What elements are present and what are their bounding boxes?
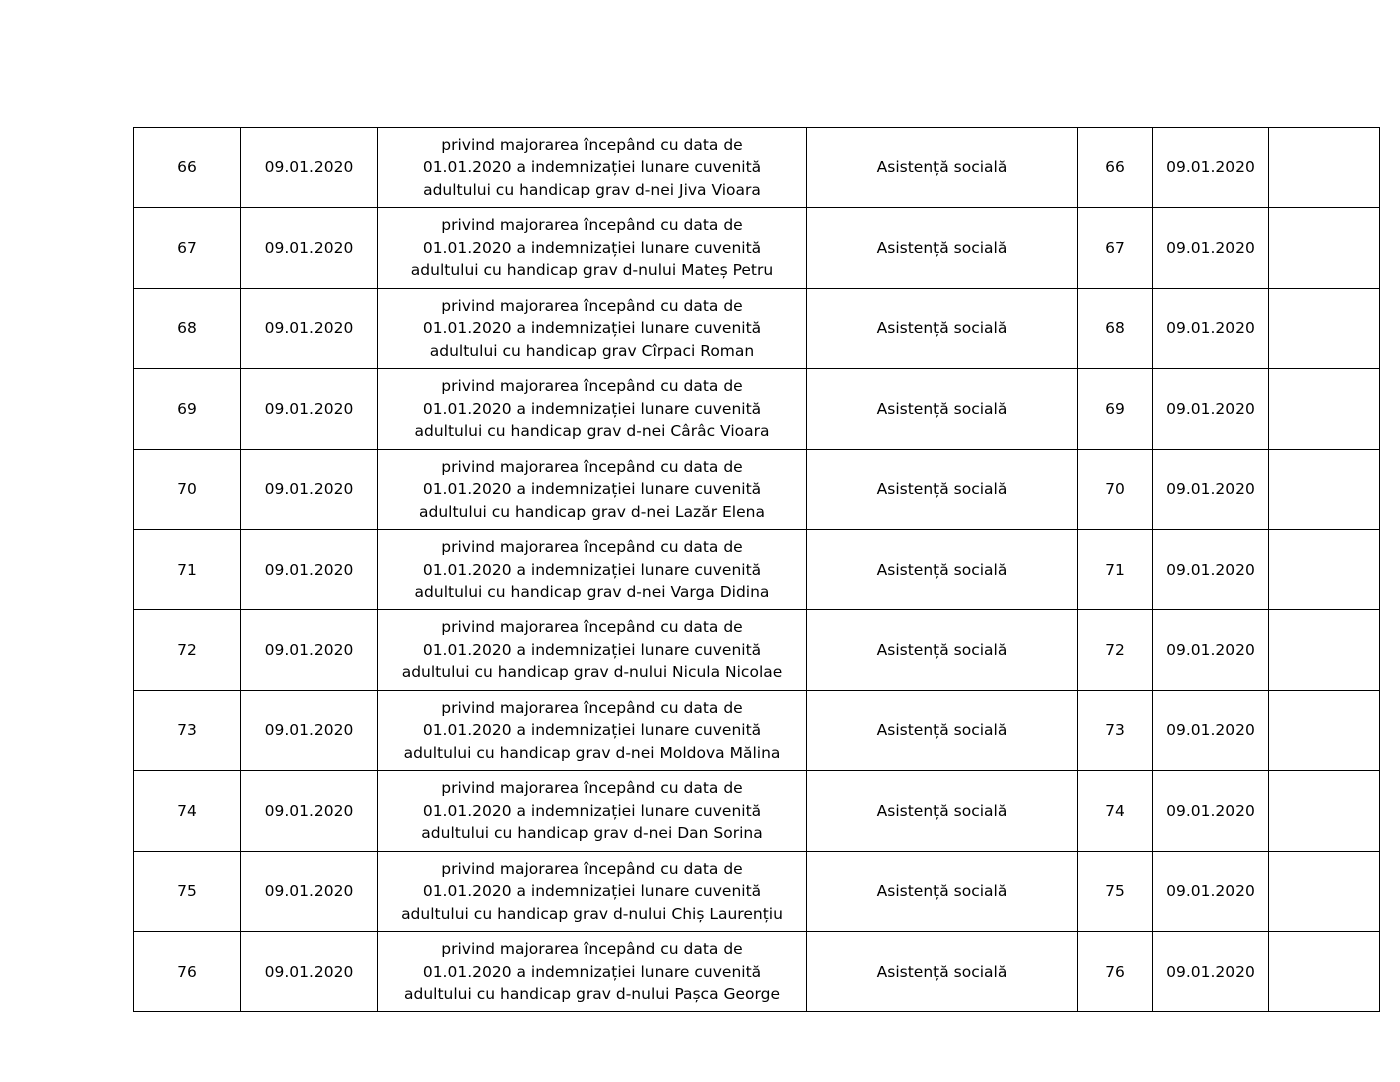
cell-subject [378,851,807,931]
cell-date: 09.01.2020 [241,288,378,368]
cell-number: 66 [134,128,241,208]
cell-date-secondary: 09.01.2020 [1153,449,1269,529]
subject-line: 01.01.2020 a indemnizației lunare cuvenită [422,882,762,901]
subject-line: adultului cu handicap grav d-nei Lazăr Elena [419,502,765,521]
cell-date: 09.01.2020 [241,771,378,851]
subject-line: privind majorarea începând cu data de [441,296,743,315]
cell-subject [378,932,807,1012]
subject-line: privind majorarea începând cu data de [441,377,743,396]
table-row [134,530,1380,610]
subject-line: adultului cu handicap grav d-nului Mateș Petru [410,261,774,280]
cell-number: 73 [134,690,241,770]
table-row [134,288,1380,368]
cell-extra [1269,690,1380,770]
subject-line: adultului cu handicap grav d-nului Chiș Laurențiu [401,904,783,923]
subject-line: 01.01.2020 a indemnizației lunare cuvenită [422,962,762,981]
cell-number: 76 [134,932,241,1012]
cell-number-secondary: 75 [1078,851,1153,931]
subject-line: privind majorarea începând cu data de [441,618,743,637]
cell-number: 70 [134,449,241,529]
cell-number: 75 [134,851,241,931]
subject-line: 01.01.2020 a indemnizației lunare cuvenită [422,399,762,418]
cell-subject [378,449,807,529]
subject-line: adultului cu handicap grav d-nei Jiva Vioara [423,180,761,199]
cell-date: 09.01.2020 [241,690,378,770]
cell-number-secondary: 66 [1078,128,1153,208]
cell-date-secondary: 09.01.2020 [1153,530,1269,610]
cell-date-secondary: 09.01.2020 [1153,851,1269,931]
cell-department: Asistență socială [807,690,1078,770]
subject-line: privind majorarea începând cu data de [441,216,743,235]
cell-subject [378,771,807,851]
cell-subject [378,208,807,288]
cell-department: Asistență socială [807,610,1078,690]
cell-number: 71 [134,530,241,610]
cell-date-secondary: 09.01.2020 [1153,128,1269,208]
cell-date-secondary: 09.01.2020 [1153,610,1269,690]
table-row [134,208,1380,288]
table-body [134,128,1380,1012]
cell-extra [1269,932,1380,1012]
cell-date-secondary: 09.01.2020 [1153,208,1269,288]
cell-extra [1269,449,1380,529]
cell-department: Asistență socială [807,128,1078,208]
table-row [134,449,1380,529]
subject-line: 01.01.2020 a indemnizației lunare cuvenită [422,560,762,579]
subject-line: privind majorarea începând cu data de [441,538,743,557]
subject-line: adultului cu handicap grav d-nei Dan Sorina [421,824,763,843]
cell-extra [1269,610,1380,690]
cell-subject [378,369,807,449]
subject-line: 01.01.2020 a indemnizației lunare cuvenită [422,238,762,257]
cell-date-secondary: 09.01.2020 [1153,932,1269,1012]
cell-extra [1269,208,1380,288]
cell-extra [1269,771,1380,851]
subject-line: adultului cu handicap grav d-nei Moldova Mălina [403,743,781,762]
cell-subject [378,288,807,368]
subject-line: 01.01.2020 a indemnizației lunare cuvenită [422,480,762,499]
cell-date: 09.01.2020 [241,932,378,1012]
cell-extra [1269,530,1380,610]
subject-line: privind majorarea începând cu data de [441,779,743,798]
cell-date: 09.01.2020 [241,449,378,529]
subject-line: privind majorarea începând cu data de [441,457,743,476]
cell-extra [1269,851,1380,931]
cell-department: Asistență socială [807,449,1078,529]
table-row [134,690,1380,770]
subject-line: 01.01.2020 a indemnizației lunare cuvenită [422,801,762,820]
cell-number-secondary: 72 [1078,610,1153,690]
decisions-table [133,127,1380,1012]
cell-department: Asistență socială [807,771,1078,851]
cell-date-secondary: 09.01.2020 [1153,771,1269,851]
cell-date: 09.01.2020 [241,610,378,690]
cell-date-secondary: 09.01.2020 [1153,369,1269,449]
subject-line: 01.01.2020 a indemnizației lunare cuvenită [422,721,762,740]
subject-line: adultului cu handicap grav Cîrpaci Roman [429,341,755,360]
table-row [134,610,1380,690]
subject-line: 01.01.2020 a indemnizației lunare cuvenită [422,319,762,338]
subject-line: adultului cu handicap grav d-nului Nicula Nicolae [401,663,783,682]
cell-subject [378,128,807,208]
table-row [134,369,1380,449]
cell-department: Asistență socială [807,369,1078,449]
cell-extra [1269,128,1380,208]
cell-number-secondary: 73 [1078,690,1153,770]
subject-line: privind majorarea începând cu data de [441,859,743,878]
cell-department: Asistență socială [807,530,1078,610]
subject-line: adultului cu handicap grav d-nei Cârâc Vioara [414,422,770,441]
cell-department: Asistență socială [807,288,1078,368]
subject-line: privind majorarea începând cu data de [441,136,743,154]
cell-date-secondary: 09.01.2020 [1153,690,1269,770]
table-row [134,932,1380,1012]
cell-date: 09.01.2020 [241,851,378,931]
cell-number-secondary: 69 [1078,369,1153,449]
subject-line: 01.01.2020 a indemnizației lunare cuvenită [422,640,762,659]
cell-number-secondary: 76 [1078,932,1153,1012]
cell-extra [1269,288,1380,368]
cell-date-secondary: 09.01.2020 [1153,288,1269,368]
cell-number-secondary: 70 [1078,449,1153,529]
subject-line: adultului cu handicap grav d-nei Varga Didina [414,582,770,601]
cell-date: 09.01.2020 [241,128,378,208]
subject-line: privind majorarea începând cu data de [441,698,743,717]
cell-department: Asistență socială [807,208,1078,288]
cell-date: 09.01.2020 [241,369,378,449]
cell-number: 67 [134,208,241,288]
cell-department: Asistență socială [807,932,1078,1012]
cell-number-secondary: 71 [1078,530,1153,610]
cell-subject [378,610,807,690]
cell-subject [378,530,807,610]
table-row [134,851,1380,931]
cell-subject [378,690,807,770]
cell-number-secondary: 74 [1078,771,1153,851]
subject-line: privind majorarea începând cu data de [441,940,743,959]
table-row [134,128,1380,208]
cell-date: 09.01.2020 [241,208,378,288]
cell-number: 69 [134,369,241,449]
cell-department: Asistență socială [807,851,1078,931]
cell-extra [1269,369,1380,449]
cell-number-secondary: 67 [1078,208,1153,288]
subject-line: 01.01.2020 a indemnizației lunare cuvenită [422,158,762,177]
cell-number: 68 [134,288,241,368]
subject-line: adultului cu handicap grav d-nului Pașca George [403,985,780,1003]
cell-number: 72 [134,610,241,690]
cell-date: 09.01.2020 [241,530,378,610]
cell-number-secondary: 68 [1078,288,1153,368]
cell-number: 74 [134,771,241,851]
table-row [134,771,1380,851]
